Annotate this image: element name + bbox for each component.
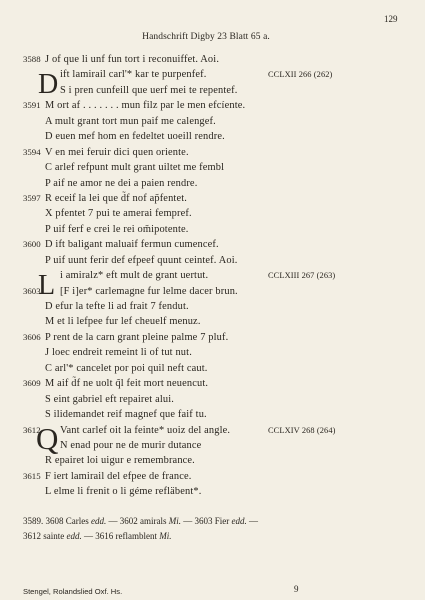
verse-text: P rent de la carn grant pleine palme 7 pluf.	[45, 331, 229, 343]
verse-text: D ift baligant maluaif fermun cumencef.	[45, 239, 219, 251]
verse-line	[0, 376, 425, 391]
verse-line	[0, 314, 425, 329]
verse-text: F iert lamirail del efpee de france.	[45, 470, 192, 482]
verse-line	[0, 222, 425, 237]
line-number: 3609	[23, 378, 41, 389]
verse-text: S ilidemandet reif magnef que faif tu.	[45, 409, 207, 421]
initial-capital: L	[38, 270, 56, 302]
verse-line	[0, 160, 425, 175]
verse-line	[0, 191, 425, 206]
line-number: 3597	[23, 192, 41, 203]
line-number: 3588	[23, 54, 41, 64]
apparatus-line-2: 3612 sainte edd. — 3616 reflamblent Mi.	[23, 531, 172, 541]
verse-text: D efur la tefte li ad frait 7 fendut.	[45, 301, 189, 312]
verse-line	[0, 176, 425, 191]
apparatus-line-1: 3589. 3608 Carles edd. — 3602 amirals Mi. — 3603 Fier edd. —	[23, 516, 258, 526]
laisse-number: CCLXII 266 (262)	[268, 70, 333, 80]
initial-capital: D	[38, 69, 59, 101]
verse-text: A mult grant tort mun paif me calengef.	[45, 115, 216, 127]
verse-line	[0, 129, 425, 144]
footer-citation: Stengel, Rolandslied Oxf. Hs.	[23, 587, 123, 596]
verse-line	[0, 469, 425, 484]
line-number: 3606	[23, 331, 41, 342]
verse-text: V en mei feruir dici quen oriente.	[45, 146, 189, 158]
verse-line	[0, 484, 425, 499]
verse-text: Vant carlef oit la feinte* uoiz del angle.	[60, 424, 231, 436]
line-number: 3603	[23, 285, 41, 296]
line-number: 3600	[23, 239, 41, 250]
verse-text: [F i]er* carlemagne fur lelme dacer brun.	[60, 285, 238, 297]
line-number: 3591	[23, 100, 41, 111]
verse-line	[0, 206, 425, 221]
initial-capital: Q	[36, 420, 59, 456]
verse-line	[0, 114, 425, 129]
laisse-number: CCLXIII 267 (263)	[268, 271, 336, 281]
running-head: Handschrift Digby 23 Blatt 65 a.	[142, 32, 270, 42]
verse-line	[0, 98, 425, 113]
verse-text: M et li lefpee fur lef cheuelf menuz.	[45, 316, 201, 328]
verse-line	[0, 392, 425, 407]
verse-text: P uif ferf e crei le rei om̃ipotente.	[45, 223, 189, 235]
line-number: 3612	[23, 424, 41, 435]
verse-line	[0, 345, 425, 360]
line-number: 3615	[23, 470, 41, 481]
verse-line	[0, 407, 425, 422]
verse-line	[0, 330, 425, 345]
verse-text: J of que li unf fun tort i reconuiffet. Aoi.	[45, 54, 220, 65]
verse-line	[0, 284, 425, 299]
verse-text: S i pren cunfeill que uerf mei te repentef.	[60, 84, 238, 96]
verse-line	[0, 438, 425, 453]
verse-text: D euen mef hom en fedeltet uoeill rendre.	[45, 131, 225, 143]
verse-line	[0, 361, 425, 376]
verse-text: M aif d̃f ne uolt q̃l feit mort neuencut.	[45, 378, 209, 390]
verse-text: i amiralz* eft mult de grant uertut.	[60, 270, 209, 282]
verse-line	[0, 299, 425, 314]
verse-text: C arlef refpunt mult grant uiltet me fembl	[45, 162, 225, 174]
verse-text: R eceif la lei que d̃f nof ap̃fentet.	[45, 192, 187, 204]
verse-line	[0, 52, 425, 67]
line-number: 3594	[23, 146, 41, 157]
verse-line	[0, 145, 425, 160]
verse-text: ift lamirail carl'* kar te purpenfef.	[60, 69, 207, 81]
laisse-number: CCLXIV 268 (264)	[268, 425, 336, 435]
verse-lines	[0, 52, 425, 500]
verse-text: R epairet loi uigur e remembrance.	[45, 455, 195, 467]
verse-text: S eint gabriel eft repairet alui.	[45, 393, 175, 405]
footer-signature: 9	[294, 584, 299, 594]
verse-line	[0, 83, 425, 98]
verse-text: C arl'* cancelet por poi quil neft caut.	[45, 362, 208, 374]
verse-text: X pfentet 7 pui te amerai fempref.	[45, 208, 192, 220]
verse-text: J loec endreit remeint li of tut nut.	[45, 347, 192, 359]
verse-text: P aif ne amor ne dei a paien rendre.	[45, 177, 198, 189]
verse-text: M ort af . . . . . . . mun filz par le men efcíente.	[45, 100, 246, 112]
verse-line	[0, 237, 425, 252]
verse-text: L elme li frenit o li géme refläbent*.	[45, 486, 202, 498]
verse-text: N enad pour ne de murir dutance	[60, 439, 202, 451]
page-number: 129	[384, 14, 398, 24]
verse-line	[0, 453, 425, 468]
verse-line	[0, 253, 425, 268]
verse-text: P uif uunt ferir def efpeef quunt ceintef. Aoi.	[45, 254, 238, 266]
